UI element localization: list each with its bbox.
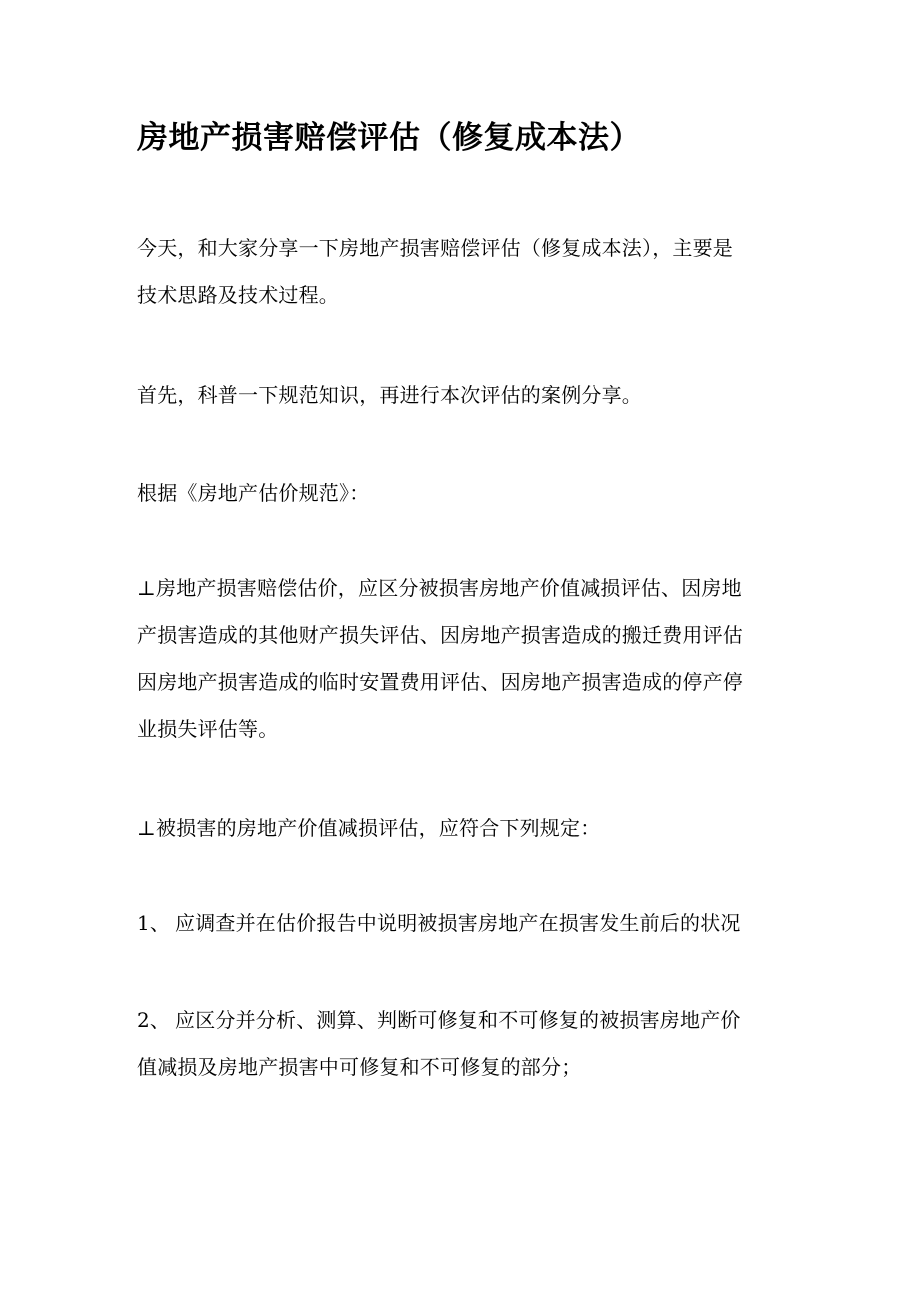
list-item-1-line: [137, 900, 797, 947]
basis-paragraph: [137, 470, 797, 517]
list-item-2-line-2: 值减损及房地产损害中可修复和不可修复的部分；: [137, 1055, 582, 1079]
list-item-2: [137, 997, 797, 1091]
first-line: 首先，科普一下规范知识，再进行本次评估的案例分享。: [137, 383, 642, 407]
rule1-line-3: 因房地产损害造成的临时安置费用评估、因房地产损害造成的停产停: [137, 670, 743, 694]
rule2-paragraph: [137, 805, 797, 852]
document-title: 房地产损害赔偿评估（修复成本法）: [137, 120, 641, 156]
list-item-1-number: 1、: [137, 911, 171, 935]
list-item-2-line-1: [137, 997, 797, 1044]
rule1-paragraph: [137, 565, 797, 753]
intro-line-2: 技术思路及技术过程。: [137, 283, 339, 307]
list-item-2-text-1: 应区分并分析、测算、判断可修复和不可修复的被损害房地产价: [175, 1008, 741, 1032]
basis-line: 根据《房地产估价规范》：: [137, 481, 370, 505]
list-item-2-number: 2、: [137, 1008, 171, 1032]
rule1-line-4: 业损失评估等。: [137, 717, 279, 741]
first-paragraph: [137, 372, 797, 419]
list-item-1: [137, 900, 797, 947]
rule1-line-1: ⊥房地产损害赔偿估价，应区分被损害房地产价值减损评估、因房地: [137, 576, 742, 600]
list-item-1-text: 应调查并在估价报告中说明被损害房地产在损害发生前后的状况: [175, 911, 741, 935]
intro-paragraph: [137, 225, 797, 319]
rule1-line-2: 产损害造成的其他财产损失评估、因房地产损害造成的搬迁费用评估: [137, 623, 743, 647]
intro-line-1: 今天，和大家分享一下房地产损害赔偿评估（修复成本法），主要是: [137, 236, 733, 260]
rule2-line: ⊥被损害的房地产价值减损评估，应符合下列规定：: [137, 816, 601, 840]
